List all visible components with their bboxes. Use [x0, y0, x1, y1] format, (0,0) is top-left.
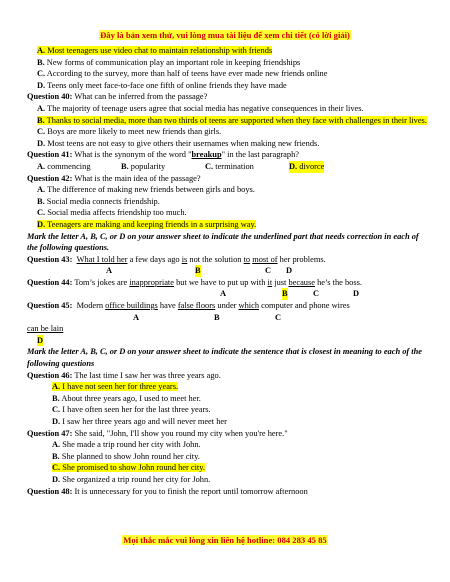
q41-option-d: D. divorce [289, 161, 325, 171]
q41-option-b: B. popularity [121, 161, 166, 171]
section-instruction-error-identification: Mark the letter A, B, C, or D on your answer sheet to indicate the underlined part that needs correction in each of the following questions. [27, 231, 419, 253]
question-40: Question 40: What can be inferred from the passage? [27, 92, 208, 102]
q45-continuation: can be lain [27, 324, 64, 334]
q43-marker-c: C [265, 266, 272, 276]
question-43: Question 43: What I told her a few days ago is not the solution to most of her problems. [27, 254, 326, 264]
q45-marker-c: C [275, 312, 282, 322]
q43-marker-a: A [106, 266, 113, 276]
q47-option-d: D. She organized a trip round her city for John. [52, 474, 211, 484]
question-44: Question 44: Tom’s jokes are inappropriate but we have to put up with it just because he’s the boss. [27, 277, 362, 287]
q43-marker-b: B [195, 266, 201, 276]
question-47: Question 47: She said, "John, I'll show you round my city when you're here." [27, 428, 288, 438]
preview-banner [0, 30, 450, 42]
q42-option-c: C. Social media affects friendship too much. [37, 208, 187, 218]
q44-markers [27, 288, 429, 300]
q47-option-a: A. She made a trip round her city with John. [52, 440, 201, 450]
q46-option-d: D. I saw her three years ago and will never meet her [52, 417, 227, 426]
document-body [27, 45, 429, 497]
hotline-banner-text: Mọi thắc mắc vui lòng xin liên hệ hotline: 084 283 45 85 [123, 535, 327, 545]
hotline-banner [0, 535, 450, 547]
q39-option-a: A. Most teenagers use video chat to maintain relationship with friends [37, 46, 273, 55]
q39-option-b: B. New forms of communication play an important role in keeping friendships [37, 57, 301, 67]
q45-marker-d-row [27, 335, 429, 347]
question-41: Question 41: What is the synonym of the word "breakup" in the last paragraph? [27, 150, 299, 160]
q44-marker-d: D [353, 289, 360, 299]
q42-option-d: D. Teenagers are making and keeping friends in a surprising way. [37, 219, 257, 229]
q40-option-c: C. Boys are more likely to meet new friends than girls. [37, 127, 222, 137]
q46-option-b: B. About three years ago, I used to meet her. [52, 393, 201, 403]
q45-marker-a: A [133, 312, 140, 322]
question-48: Question 48: It is unnecessary for you to finish the report until tomorrow afternoon [27, 486, 308, 496]
q43-marker-d: D [286, 266, 293, 276]
section-instruction-closest-meaning: Mark the letter A, B, C, or D on your answer sheet to indicate the sentence that is closest in meaning to each of the following questions [27, 347, 422, 369]
q41-option-a: A. commencing [37, 161, 91, 171]
q39-option-c: C. According to the survey, more than half of teens have ever made new friends online [37, 69, 328, 79]
q40-option-b: B. Thanks to social media, more than two thirds of teens are supported when they face with challenges in their lives. [37, 115, 427, 125]
q41-options [27, 161, 429, 173]
q45-marker-b: B [214, 312, 220, 322]
q41-option-c: C. termination [205, 161, 254, 171]
preview-banner-text: Đây là bản xem thử, vui lòng mua tài liệu để xem chi tiết (có lời giải) [100, 30, 350, 40]
q46-option-a: A. I have not seen her for three years. [52, 382, 179, 392]
q47-option-c: C. She promised to show John round her city. [52, 463, 205, 473]
q44-marker-c: C [313, 289, 320, 299]
q44-marker-b: B [282, 289, 288, 299]
q44-marker-a: A [220, 289, 227, 299]
q47-option-b: B. She planned to show John round her city. [52, 451, 200, 461]
q46-option-c: C. I have often seen her for the last three years. [52, 405, 211, 415]
q40-option-a: A. The majority of teenage users agree that social media has negative consequences in their lives. [37, 103, 364, 113]
q39-option-d: D. Teens only meet face-to-face one fifth of online friends they have made [37, 80, 287, 90]
q40-option-d: D. Most teens are not easy to give others their usernames when making new friends. [37, 138, 320, 148]
q42-option-a: A. The difference of making new friends between girls and boys. [37, 185, 255, 195]
question-45: Question 45: Modern office buildings have false floors under which computer and phone wires [27, 301, 350, 311]
q42-option-b: B. Social media connects friendship. [37, 196, 160, 206]
question-46: Question 46: The last time I saw her was three years ago. [27, 370, 221, 380]
q45-markers [27, 312, 429, 324]
q45-marker-d: D [37, 335, 44, 345]
question-42: Question 42: What is the main idea of the passage? [27, 173, 201, 183]
q43-markers [27, 265, 429, 277]
q41-target-word: breakup [191, 150, 222, 160]
